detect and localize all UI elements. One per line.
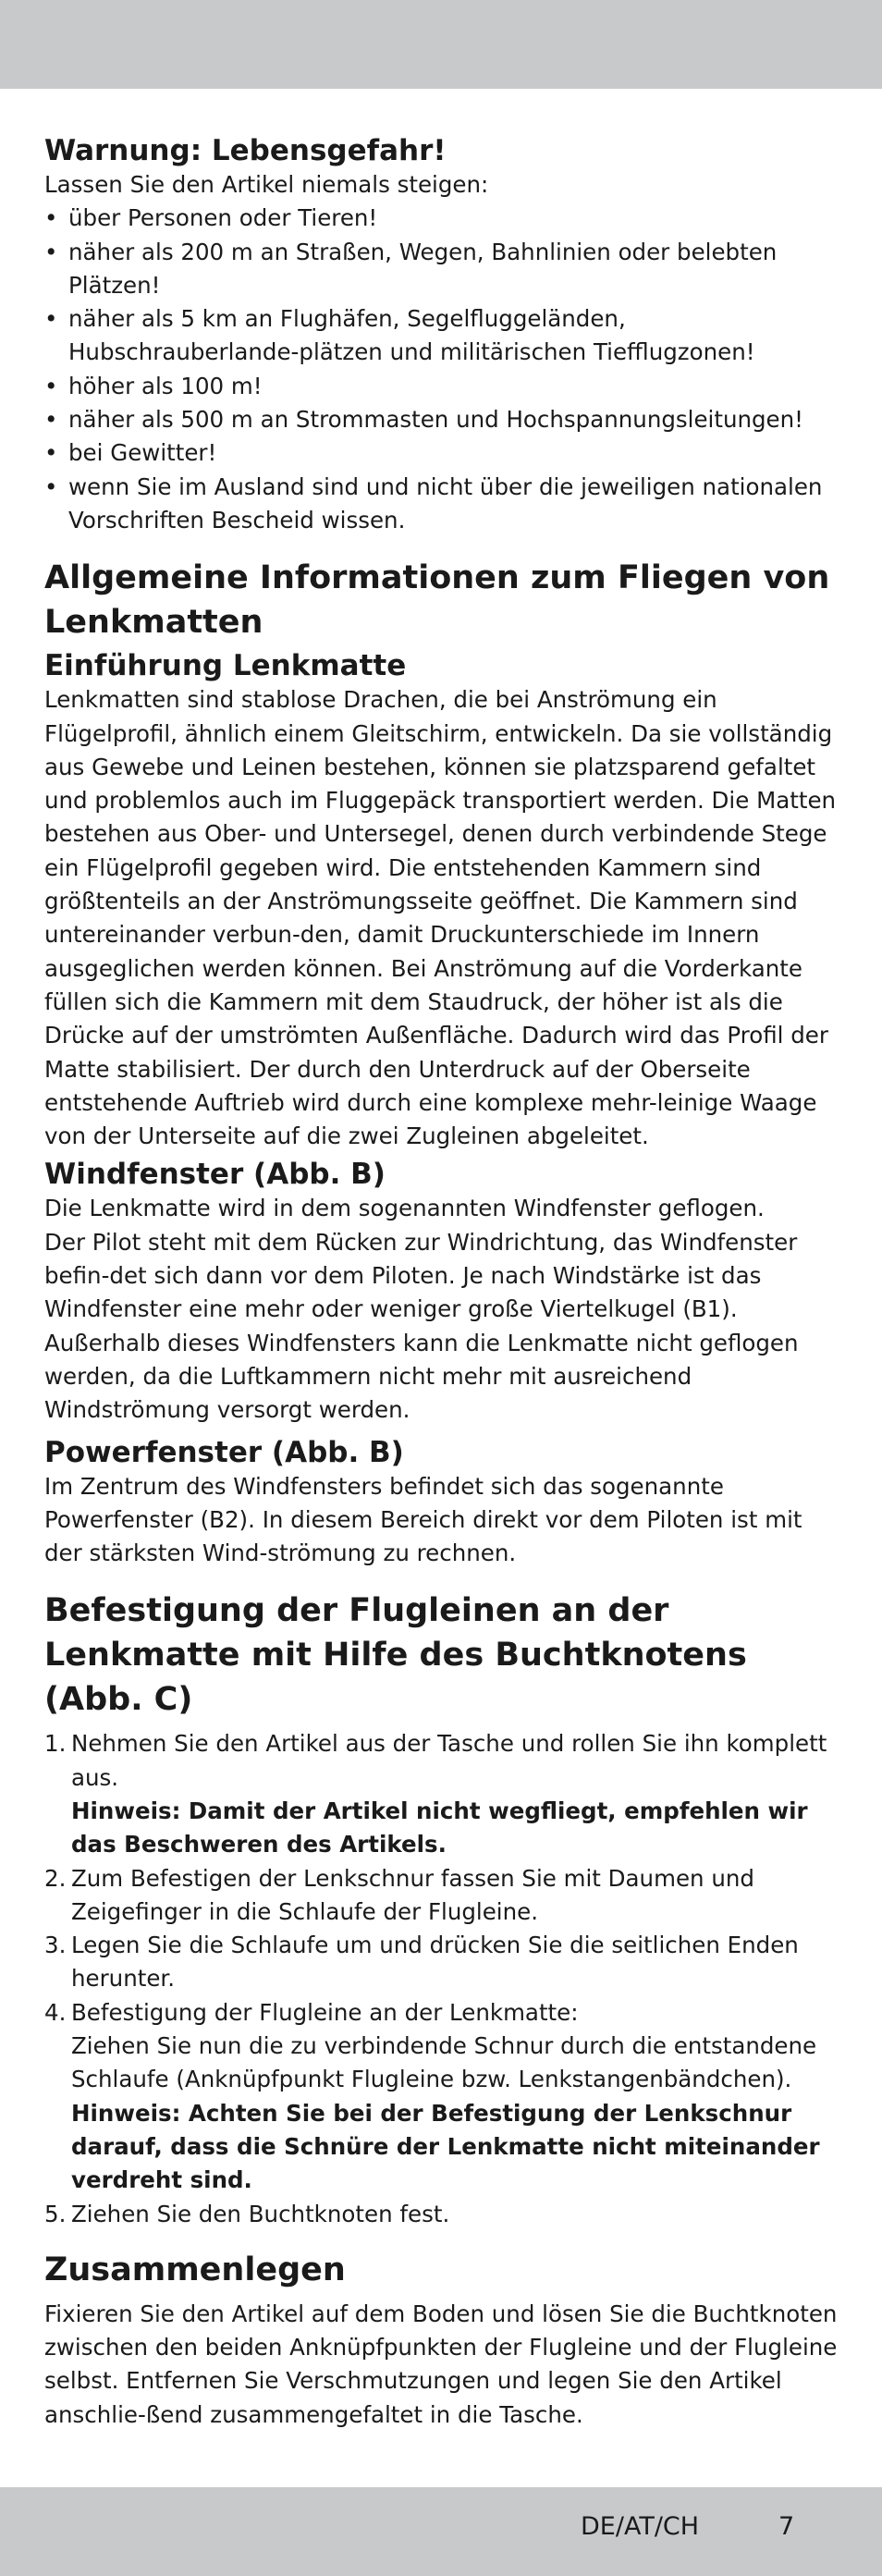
list-item: 4. Befestigung der Flugleine an der Lenkmatte: Ziehen Sie nun die zu verbindende Schnur durch die entstandene Schlaufe (Anknüpfpunkt Flugleine bzw. Lenkstangenbändchen). Hinweis: Achten Sie bei der Befestigung der Lenkschnur darauf, dass die Schnüre der Lenkmatte nicht miteinander verdreht sind. [44, 1996, 843, 2198]
intro-text: Lenkmatten sind stablose Drachen, die bei Anströmung ein Flügelprofil, ähnlich einem Gleitschirm, entwickeln. Da sie vollständig aus Gewebe und Leinen bestehen, können sie platzsparend gefaltet und problemlos auch im Fluggepäck transportiert werden. Die Matten bestehen aus Ober- und Untersegel, denen durch verbindende Stege ein Flügelprofil gegeben wird. Die entstehenden Kammern sind größtenteils an der Anströmungsseite geöffnet. Die Kammern sind untereinander verbun-den, damit Druckunterschiede im Innern ausgeglichen werden können. Bei Anströmung auf die Vorderkante füllen sich die Kammern mit dem Staudruck, der höher ist als die Drücke auf der umströmten Außenfläche. Dadurch wird das Profil der Matte stabilisiert. Der durch den Unterdruck auf der Oberseite entstehende Auftrieb wird durch eine komplexe mehr-leinige Waage von der Unterseite auf die zwei Zugleinen abgeleitet. [44, 686, 837, 1150]
footer-language: DE/AT/CH [581, 2512, 700, 2541]
list-item: • näher als 5 km an Flughäfen, Segelfluggeländen, Hubschrauberlande-plätzen und militärischen Tiefflugzonen! [44, 302, 843, 370]
intro-title: Einführung Lenkmatte [44, 649, 407, 683]
window-title: Windfenster (Abb. B) [44, 1158, 386, 1192]
list-item: 5. Ziehen Sie den Buchtknoten fest. [44, 2200, 450, 2227]
attach-steps [44, 1727, 843, 2230]
fold-text: Fixieren Sie den Artikel auf dem Boden und lösen Sie die Buchtknoten zwischen den beiden Anknüpfpunkten der Flugleine und der Flugleine selbst. Entfernen Sie Verschmutzungen und legen Sie den Artikel anschlie-ßend zusammengefaltet in die Tasche. [44, 2300, 838, 2428]
window-text-1: Die Lenkmatte wird in dem sogenannten Windfenster geflogen. [44, 1195, 765, 1222]
fold-title: Zusammenlegen [44, 2251, 346, 2288]
list-item: • näher als 500 m an Strommasten und Hochspannungsleitungen! [44, 403, 843, 436]
bullet-icon: • [44, 372, 58, 399]
page-content [44, 133, 843, 2432]
list-item: • wenn Sie im Ausland sind und nicht über die jeweiligen nationalen Vorschriften Bescheid wissen. [44, 471, 843, 538]
hint-text: Hinweis: Achten Sie bei der Befestigung der Lenkschnur darauf, dass die Schnüre der Lenkmatte nicht miteinander verdreht sind. [71, 2099, 820, 2194]
list-item: • über Personen oder Tieren! [44, 202, 843, 235]
list-item: • näher als 200 m an Straßen, Wegen, Bahnlinien oder belebten Plätzen! [44, 236, 843, 303]
general-title: Allgemeine Informationen zum Fliegen von Lenkmatten [44, 559, 830, 642]
hint-text: Hinweis: Damit der Artikel nicht wegfliegt, empfehlen wir das Beschweren des Artikels. [71, 1797, 808, 1858]
bullet-icon: • [44, 472, 58, 500]
list-item: • höher als 100 m! [44, 370, 843, 403]
list-item: • bei Gewitter! [44, 436, 843, 470]
warning-intro: Lassen Sie den Artikel niemals steigen: [44, 171, 489, 198]
footer-band [0, 2487, 882, 2576]
window-text-3: Außerhalb dieses Windfensters kann die Lenkmatte nicht geflogen werden, da die Luftkammern nicht mehr mit ausreichend Windströmung versorgt werden. [44, 1329, 799, 1424]
power-title: Powerfenster (Abb. B) [44, 1435, 404, 1469]
bullet-icon: • [44, 238, 58, 265]
bullet-icon: • [44, 305, 58, 333]
page-number: 7 [778, 2512, 795, 2541]
list-item: 1. Nehmen Sie den Artikel aus der Tasche und rollen Sie ihn komplett aus. Hinweis: Damit der Artikel nicht wegfliegt, empfehlen wir das Beschweren des Artikels. [44, 1727, 843, 1861]
list-item: 2. Zum Befestigen der Lenkschnur fassen Sie mit Daumen und Zeigefinger in die Schlaufe der Flugleine. [44, 1864, 754, 1925]
warning-title: Warnung: Lebensgefahr! [44, 134, 447, 167]
attach-title: Befestigung der Flugleinen an der Lenkmatte mit Hilfe des Buchtknotens (Abb. C) [44, 1592, 747, 1719]
list-item: 3. Legen Sie die Schlaufe um und drücken Sie die seitlichen Enden herunter. [44, 1932, 799, 1993]
bullet-icon: • [44, 439, 58, 467]
bullet-icon: • [44, 406, 58, 434]
warning-list [44, 202, 843, 537]
bullet-icon: • [44, 204, 58, 232]
power-text: Im Zentrum des Windfensters befindet sich das sogenannte Powerfenster (B2). In diesem Bereich direkt vor dem Piloten ist mit der stärksten Wind-strömung zu rechnen. [44, 1472, 802, 1567]
header-band [0, 0, 882, 89]
window-text-2: Der Pilot steht mit dem Rücken zur Windrichtung, das Windfenster befin-det sich dann vor dem Piloten. Je nach Windstärke ist das Windfenster eine mehr oder weniger große Viertelkugel (B1). [44, 1228, 798, 1323]
